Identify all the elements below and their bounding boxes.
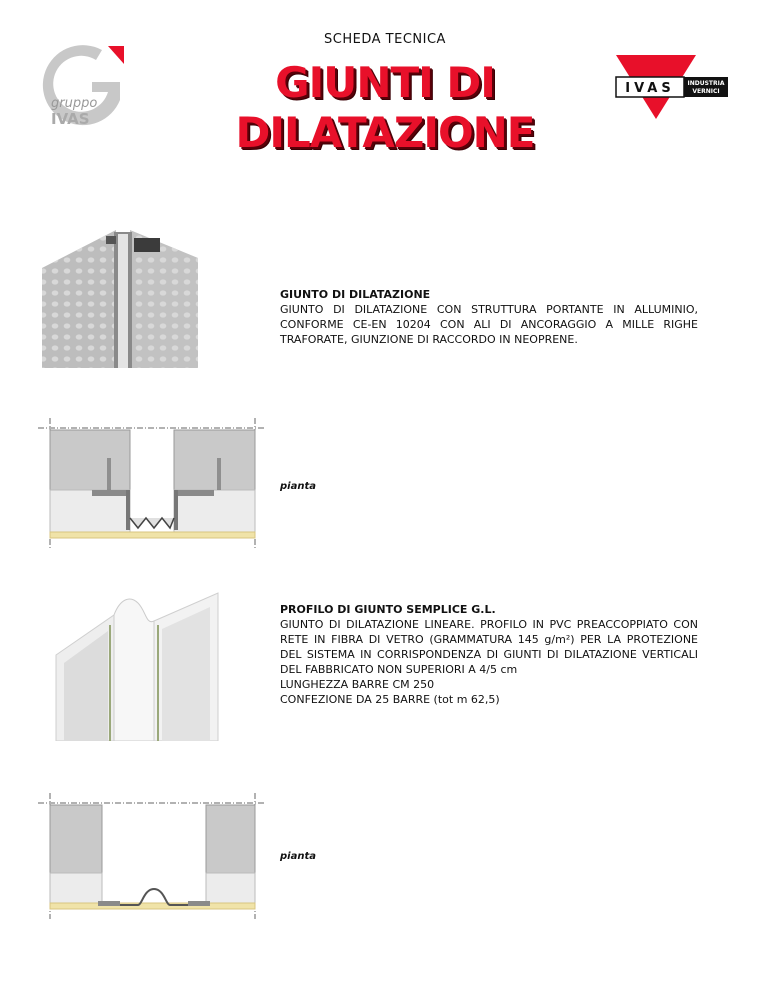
product-2-length: LUNGHEZZA BARRE CM 250 [280,678,435,691]
ivas-industria-vernici-logo-icon [612,55,732,130]
product-1-description: GIUNTO DI DILATAZIONE CON STRUTTURA PORTANTE IN ALLUMINIO, CONFORME CE-EN 10204 CON ALI DI ANCORAGGIO A MILLE RIGHE TRAFORATE, GIUNZIONE DI RACCORDO IN NEOPRENE. [280,303,698,346]
product-1-heading: GIUNTO DI DILATAZIONE [280,288,431,301]
product-1-text [280,287,698,347]
page-title [200,58,570,158]
logo-right-line2: VERNICI [692,88,720,95]
title-line-2: DILATAZIONE [235,108,535,157]
product-2-text [280,602,698,707]
aluminium-expansion-joint-photo [38,222,238,372]
title-line-1: GIUNTI DI [275,58,495,107]
plan-caption-2: pianta [280,851,316,862]
plan-caption-1: pianta [280,481,316,492]
plan-drawing-2 [38,793,266,919]
product-2-package: CONFEZIONE DA 25 BARRE (tot m 62,5) [280,693,500,706]
logo-left-word1: gruppo [51,96,98,111]
pvc-joint-profile-photo [50,585,230,741]
plan-drawing-1 [38,418,266,550]
logo-left-word2: IVAS [51,110,90,128]
product-2-heading: PROFILO DI GIUNTO SEMPLICE G.L. [280,603,496,616]
logo-right-brand: IVAS [625,81,675,96]
logo-right-line1: INDUSTRIA [687,80,725,87]
document-subtitle: SCHEDA TECNICA [324,32,446,47]
product-2-description: GIUNTO DI DILATAZIONE LINEARE. PROFILO IN PVC PREACCOPPIATO CON RETE IN FIBRA DI VETRO (GRAMMATURA 145 g/m²) PER LA PROTEZIONE DEL SISTEMA IN CORRISPONDENZA DI GIUNTI DI DILATAZIONE VERTICALI DEL FABBRICATO NON SUPERIORI A 4/5 cm [280,618,698,676]
